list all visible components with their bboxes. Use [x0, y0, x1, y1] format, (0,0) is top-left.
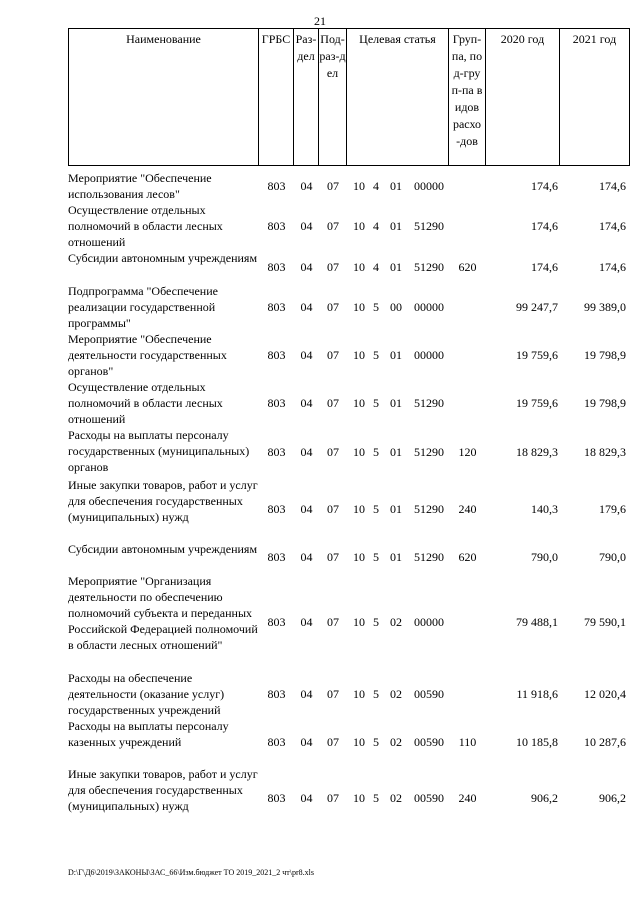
- cell-vr: 240: [458, 502, 477, 516]
- table-row: [0, 170, 640, 202]
- page-number: 21: [314, 14, 326, 28]
- cell-pr: 07: [327, 687, 339, 701]
- cell-y2021: 99 389,0: [584, 300, 626, 314]
- cell-pr: 07: [327, 791, 339, 805]
- cell-t3: 00: [390, 300, 402, 314]
- cell-t2: 4: [373, 260, 379, 274]
- row-name: Субсидии автономным учреждениям: [68, 251, 258, 265]
- cell-t2: 5: [373, 791, 379, 805]
- cell-y2020: 19 759,6: [516, 348, 558, 362]
- cell-pr: 07: [327, 502, 339, 516]
- cell-t4: 51290: [414, 550, 444, 564]
- table-row: [0, 718, 640, 766]
- cell-rz: 04: [300, 179, 313, 193]
- header-grbs: ГРБС: [259, 28, 294, 166]
- table-row: [0, 573, 640, 670]
- cell-grbs: 803: [267, 735, 286, 749]
- row-name: Мероприятие "Обеспечение использования лесов": [68, 171, 212, 201]
- cell-y2020: 79 488,1: [516, 615, 558, 629]
- cell-t1: 10: [353, 260, 365, 274]
- cell-t4: 00000: [414, 615, 444, 629]
- cell-pr: 07: [327, 735, 339, 749]
- cell-y2020: 174,6: [531, 179, 558, 193]
- cell-grbs: 803: [267, 348, 286, 362]
- file-path-footer: D:\Г\Д6\2019\ЗАКОНЫ\ЗАС_66\Изм.бюджет ТО 2019_2021_2 чт\pr8.xls: [68, 868, 314, 877]
- row-name: Расходы на выплаты персоналу государственных (муниципальных) органов: [68, 428, 250, 474]
- cell-t3: 01: [390, 396, 402, 410]
- header-name: Наименование: [68, 28, 259, 166]
- cell-t2: 5: [373, 348, 379, 362]
- cell-grbs: 803: [267, 687, 286, 701]
- cell-t4: 00000: [414, 300, 444, 314]
- cell-y2021: 19 798,9: [584, 396, 626, 410]
- row-name: Мероприятие "Обеспечение деятельности государственных органов": [68, 332, 227, 378]
- cell-vr: 110: [458, 735, 477, 749]
- cell-t1: 10: [353, 502, 365, 516]
- cell-y2020: 99 247,7: [516, 300, 558, 314]
- header-target-article: Целевая статья: [347, 28, 449, 166]
- cell-t4: 51290: [414, 396, 444, 410]
- cell-grbs: 803: [267, 396, 286, 410]
- cell-y2021: 18 829,3: [584, 445, 626, 459]
- cell-pr: 07: [327, 300, 339, 314]
- cell-pr: 07: [327, 615, 339, 629]
- cell-t1: 10: [353, 219, 365, 233]
- cell-rz: 04: [300, 687, 313, 701]
- cell-t4: 51290: [414, 445, 444, 459]
- cell-vr: 620: [458, 550, 477, 564]
- cell-y2021: 12 020,4: [584, 687, 626, 701]
- cell-y2021: 10 287,6: [584, 735, 626, 749]
- cell-grbs: 803: [267, 300, 286, 314]
- cell-t3: 01: [390, 260, 402, 274]
- cell-rz: 04: [300, 300, 313, 314]
- cell-rz: 04: [300, 348, 313, 362]
- cell-y2020: 140,3: [531, 502, 558, 516]
- cell-rz: 04: [300, 219, 313, 233]
- table-row: [0, 250, 640, 283]
- row-name: Подпрограмма "Обеспечение реализации государственной программы": [68, 284, 218, 330]
- table-row: [0, 283, 640, 331]
- cell-vr: 620: [458, 260, 477, 274]
- cell-t1: 10: [353, 300, 365, 314]
- cell-t2: 5: [373, 300, 379, 314]
- row-name: Мероприятие "Организация деятельности по обеспечению полномочий субъекта и переданных Российской Федерацией полномочий в области лесных отношений": [68, 574, 258, 652]
- cell-grbs: 803: [267, 179, 286, 193]
- table-row: [0, 477, 640, 541]
- cell-y2021: 790,0: [599, 550, 626, 564]
- cell-t4: 00590: [414, 791, 444, 805]
- row-name: Расходы на выплаты персоналу казенных учреждений: [68, 719, 229, 749]
- row-name: Иные закупки товаров, работ и услуг для обеспечения государственных (муниципальных) нужд: [68, 767, 258, 813]
- cell-t3: 01: [390, 348, 402, 362]
- cell-y2021: 179,6: [599, 502, 626, 516]
- cell-t1: 10: [353, 179, 365, 193]
- cell-vr: 120: [458, 445, 477, 459]
- cell-rz: 04: [300, 445, 313, 459]
- header-expense-group: Груп-па, под-груп-па видов расхо-дов: [449, 28, 486, 166]
- header-2021: 2021 год: [560, 28, 630, 166]
- cell-pr: 07: [327, 179, 339, 193]
- cell-t3: 01: [390, 219, 402, 233]
- cell-y2020: 18 829,3: [516, 445, 558, 459]
- cell-t3: 02: [390, 687, 402, 701]
- cell-t2: 5: [373, 550, 379, 564]
- header-razdel: Раз-дел: [294, 28, 319, 166]
- cell-grbs: 803: [267, 615, 286, 629]
- cell-rz: 04: [300, 260, 313, 274]
- cell-y2020: 19 759,6: [516, 396, 558, 410]
- cell-y2021: 174,6: [599, 260, 626, 274]
- cell-pr: 07: [327, 348, 339, 362]
- cell-t2: 4: [373, 179, 379, 193]
- cell-pr: 07: [327, 550, 339, 564]
- cell-t4: 00000: [414, 348, 444, 362]
- cell-y2020: 11 918,6: [516, 687, 558, 701]
- cell-t4: 00590: [414, 735, 444, 749]
- cell-t2: 5: [373, 735, 379, 749]
- cell-t3: 02: [390, 615, 402, 629]
- cell-rz: 04: [300, 615, 313, 629]
- row-name: Расходы на обеспечение деятельности (оказание услуг) государственных учреждений: [68, 671, 225, 717]
- row-name: Субсидии автономным учреждениям: [68, 542, 258, 556]
- cell-grbs: 803: [267, 260, 286, 274]
- row-name: Осуществление отдельных полномочий в области лесных отношений: [68, 380, 223, 426]
- cell-y2021: 174,6: [599, 219, 626, 233]
- cell-t1: 10: [353, 615, 365, 629]
- cell-t3: 01: [390, 179, 402, 193]
- cell-t3: 01: [390, 445, 402, 459]
- cell-grbs: 803: [267, 550, 286, 564]
- cell-y2020: 10 185,8: [516, 735, 558, 749]
- header-podrazdel: Под-раз-дел: [319, 28, 347, 166]
- cell-t2: 5: [373, 502, 379, 516]
- cell-t3: 02: [390, 735, 402, 749]
- row-name: Иные закупки товаров, работ и услуг для обеспечения государственных (муниципальных) нужд: [68, 478, 258, 524]
- cell-y2021: 174,6: [599, 179, 626, 193]
- cell-y2021: 906,2: [599, 791, 626, 805]
- table-row: [0, 379, 640, 427]
- cell-pr: 07: [327, 260, 339, 274]
- cell-t4: 51290: [414, 260, 444, 274]
- cell-t2: 4: [373, 219, 379, 233]
- cell-grbs: 803: [267, 445, 286, 459]
- table-row: [0, 427, 640, 477]
- cell-grbs: 803: [267, 219, 286, 233]
- cell-t1: 10: [353, 445, 365, 459]
- cell-rz: 04: [300, 735, 313, 749]
- cell-t3: 01: [390, 550, 402, 564]
- table-row: [0, 670, 640, 718]
- cell-rz: 04: [300, 791, 313, 805]
- cell-t4: 00590: [414, 687, 444, 701]
- cell-t2: 5: [373, 396, 379, 410]
- cell-t1: 10: [353, 348, 365, 362]
- cell-t2: 5: [373, 445, 379, 459]
- cell-t1: 10: [353, 550, 365, 564]
- cell-t3: 02: [390, 791, 402, 805]
- cell-t1: 10: [353, 735, 365, 749]
- cell-rz: 04: [300, 502, 313, 516]
- cell-y2020: 906,2: [531, 791, 558, 805]
- cell-pr: 07: [327, 445, 339, 459]
- cell-y2020: 174,6: [531, 260, 558, 274]
- row-name: Осуществление отдельных полномочий в области лесных отношений: [68, 203, 223, 249]
- cell-pr: 07: [327, 396, 339, 410]
- cell-t4: 00000: [414, 179, 444, 193]
- cell-t1: 10: [353, 687, 365, 701]
- cell-t2: 5: [373, 687, 379, 701]
- cell-y2020: 174,6: [531, 219, 558, 233]
- cell-vr: 240: [458, 791, 477, 805]
- cell-y2021: 19 798,9: [584, 348, 626, 362]
- cell-t3: 01: [390, 502, 402, 516]
- cell-t4: 51290: [414, 219, 444, 233]
- cell-t1: 10: [353, 791, 365, 805]
- cell-t2: 5: [373, 615, 379, 629]
- cell-pr: 07: [327, 219, 339, 233]
- cell-t4: 51290: [414, 502, 444, 516]
- cell-rz: 04: [300, 396, 313, 410]
- table-row: [0, 331, 640, 379]
- table-row: [0, 202, 640, 250]
- table-row: [0, 766, 640, 830]
- cell-grbs: 803: [267, 502, 286, 516]
- table-row: [0, 541, 640, 573]
- header-2020: 2020 год: [486, 28, 560, 166]
- cell-y2021: 79 590,1: [584, 615, 626, 629]
- cell-t1: 10: [353, 396, 365, 410]
- cell-grbs: 803: [267, 791, 286, 805]
- cell-y2020: 790,0: [531, 550, 558, 564]
- cell-rz: 04: [300, 550, 313, 564]
